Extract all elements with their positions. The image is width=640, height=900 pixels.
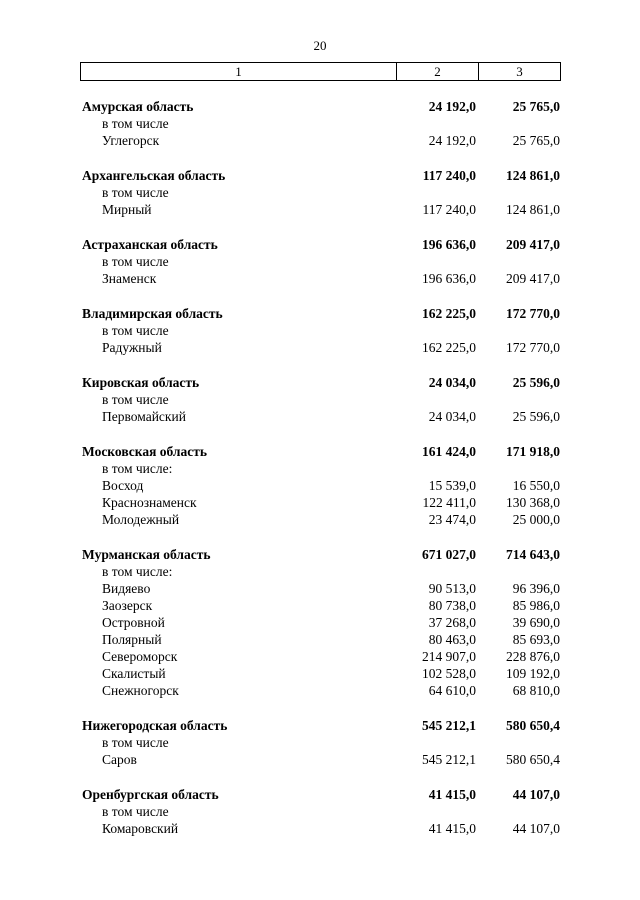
region-group	[82, 305, 562, 356]
subtitle-row-name: в том числе	[102, 116, 169, 131]
city-row	[82, 665, 562, 682]
city-row-value-col3: 124 861,0	[506, 202, 560, 217]
region-row-value-col3: 171 918,0	[506, 444, 560, 459]
region-row-name: Архангельская область	[82, 168, 226, 183]
city-row-name: Комаровский	[102, 821, 179, 836]
city-row	[82, 270, 562, 287]
region-row	[82, 443, 562, 460]
region-group	[82, 546, 562, 699]
region-row-value-col2: 162 225,0	[422, 306, 476, 321]
subtitle-row	[82, 115, 562, 132]
header-col-3: 3	[516, 63, 523, 79]
city-row-value-col3: 39 690,0	[512, 615, 560, 630]
region-row-value-col3: 124 861,0	[506, 168, 560, 183]
city-row-value-col3: 130 368,0	[506, 495, 560, 510]
subtitle-row-name: в том числе	[102, 254, 169, 269]
subtitle-row-name: в том числе	[102, 804, 169, 819]
city-row-value-col2: 80 738,0	[428, 598, 476, 613]
header-col-2: 2	[397, 63, 479, 80]
region-group	[82, 98, 562, 149]
region-group	[82, 236, 562, 287]
region-row-name: Нижегородская область	[82, 718, 228, 733]
region-group	[82, 167, 562, 218]
city-row	[82, 580, 562, 597]
city-row	[82, 597, 562, 614]
subtitle-row-name: в том числе:	[102, 461, 173, 476]
region-row-value-col2: 196 636,0	[422, 237, 476, 252]
table-body	[82, 98, 562, 837]
region-row-value-col2: 24 192,0	[428, 99, 476, 114]
region-row-value-col3: 44 107,0	[512, 787, 560, 802]
city-row-value-col2: 24 034,0	[428, 409, 476, 424]
region-row-value-col3: 25 765,0	[512, 99, 560, 114]
city-row	[82, 408, 562, 425]
city-row-value-col2: 64 610,0	[428, 683, 476, 698]
city-row-name: Радужный	[102, 340, 162, 355]
region-row	[82, 167, 562, 184]
region-row-name: Московская область	[82, 444, 208, 459]
subtitle-row	[82, 460, 562, 477]
city-row-name: Саров	[102, 752, 137, 767]
city-row-value-col3: 25 000,0	[512, 512, 560, 527]
city-row	[82, 132, 562, 149]
region-row-value-col3: 714 643,0	[506, 547, 560, 562]
city-row-name: Островной	[102, 615, 165, 630]
subtitle-row-name: в том числе	[102, 735, 169, 750]
city-row-value-col3: 85 693,0	[512, 632, 560, 647]
subtitle-row	[82, 322, 562, 339]
region-row-value-col2: 41 415,0	[428, 787, 476, 802]
subtitle-row-name: в том числе	[102, 323, 169, 338]
region-group	[82, 717, 562, 768]
region-row-name: Оренбургская область	[82, 787, 219, 802]
region-row-name: Мурманская область	[82, 547, 211, 562]
city-row-name: Скалистый	[102, 666, 166, 681]
city-row-name: Восход	[102, 478, 144, 493]
city-row	[82, 820, 562, 837]
region-row-name: Кировская область	[82, 375, 200, 390]
subtitle-row-name: в том числе:	[102, 564, 173, 579]
region-row-value-col3: 580 650,4	[506, 718, 560, 733]
region-group	[82, 374, 562, 425]
city-row-name: Краснознаменск	[102, 495, 197, 510]
city-row-value-col3: 109 192,0	[506, 666, 560, 681]
region-row	[82, 786, 562, 803]
region-group	[82, 786, 562, 837]
region-row-value-col2: 24 034,0	[428, 375, 476, 390]
region-row	[82, 236, 562, 253]
city-row-value-col2: 80 463,0	[428, 632, 476, 647]
city-row-value-col3: 96 396,0	[512, 581, 560, 596]
city-row-name: Мирный	[102, 202, 152, 217]
region-row	[82, 305, 562, 322]
city-row-name: Заозерск	[102, 598, 153, 613]
city-row-value-col3: 172 770,0	[506, 340, 560, 355]
subtitle-row-name: в том числе	[102, 185, 169, 200]
city-row-value-col3: 25 765,0	[512, 133, 560, 148]
city-row-value-col2: 117 240,0	[422, 202, 476, 217]
region-group	[82, 443, 562, 528]
city-row-value-col3: 68 810,0	[512, 683, 560, 698]
region-row-name: Астраханская область	[82, 237, 218, 252]
region-row-value-col3: 172 770,0	[506, 306, 560, 321]
region-row-value-col2: 671 027,0	[422, 547, 476, 562]
city-row	[82, 339, 562, 356]
city-row-value-col2: 37 268,0	[428, 615, 476, 630]
city-row-value-col2: 162 225,0	[422, 340, 476, 355]
city-row-name: Углегорск	[102, 133, 160, 148]
subtitle-row	[82, 391, 562, 408]
region-row	[82, 546, 562, 563]
city-row-value-col3: 16 550,0	[512, 478, 560, 493]
city-row	[82, 682, 562, 699]
region-row-name: Владимирская область	[82, 306, 223, 321]
city-row-name: Снежногорск	[102, 683, 179, 698]
city-row-value-col2: 41 415,0	[428, 821, 476, 836]
city-row-value-col2: 545 212,1	[422, 752, 476, 767]
subtitle-row	[82, 563, 562, 580]
table-header	[80, 62, 561, 81]
subtitle-row-name: в том числе	[102, 392, 169, 407]
city-row	[82, 494, 562, 511]
city-row-value-col2: 15 539,0	[428, 478, 476, 493]
region-row-value-col2: 117 240,0	[422, 168, 476, 183]
city-row-name: Первомайский	[102, 409, 186, 424]
city-row-name: Молодежный	[102, 512, 180, 527]
city-row-value-col3: 228 876,0	[506, 649, 560, 664]
city-row-value-col3: 580 650,4	[506, 752, 560, 767]
city-row-value-col2: 24 192,0	[428, 133, 476, 148]
city-row-value-col2: 214 907,0	[422, 649, 476, 664]
city-row	[82, 631, 562, 648]
city-row	[82, 511, 562, 528]
region-row-value-col2: 161 424,0	[422, 444, 476, 459]
header-col-1: 1	[81, 63, 397, 80]
city-row-value-col2: 196 636,0	[422, 271, 476, 286]
city-row-name: Знаменск	[102, 271, 157, 286]
region-row	[82, 374, 562, 391]
city-row	[82, 477, 562, 494]
city-row-name: Видяево	[102, 581, 151, 596]
city-row-value-col3: 44 107,0	[512, 821, 560, 836]
subtitle-row	[82, 803, 562, 820]
region-row-value-col3: 209 417,0	[506, 237, 560, 252]
city-row-name: Североморск	[102, 649, 178, 664]
city-row-value-col3: 85 986,0	[512, 598, 560, 613]
city-row	[82, 751, 562, 768]
city-row-value-col2: 90 513,0	[428, 581, 476, 596]
region-row-value-col2: 545 212,1	[422, 718, 476, 733]
page-number: 20	[313, 38, 327, 53]
subtitle-row	[82, 253, 562, 270]
city-row	[82, 648, 562, 665]
city-row-value-col2: 102 528,0	[422, 666, 476, 681]
city-row	[82, 614, 562, 631]
subtitle-row	[82, 734, 562, 751]
region-row-name: Амурская область	[82, 99, 194, 114]
city-row-value-col3: 209 417,0	[506, 271, 560, 286]
city-row-name: Полярный	[102, 632, 162, 647]
city-row-value-col3: 25 596,0	[512, 409, 560, 424]
city-row	[82, 201, 562, 218]
region-row-value-col3: 25 596,0	[512, 375, 560, 390]
city-row-value-col2: 23 474,0	[428, 512, 476, 527]
region-row	[82, 717, 562, 734]
city-row-value-col2: 122 411,0	[422, 495, 476, 510]
subtitle-row	[82, 184, 562, 201]
region-row	[82, 98, 562, 115]
